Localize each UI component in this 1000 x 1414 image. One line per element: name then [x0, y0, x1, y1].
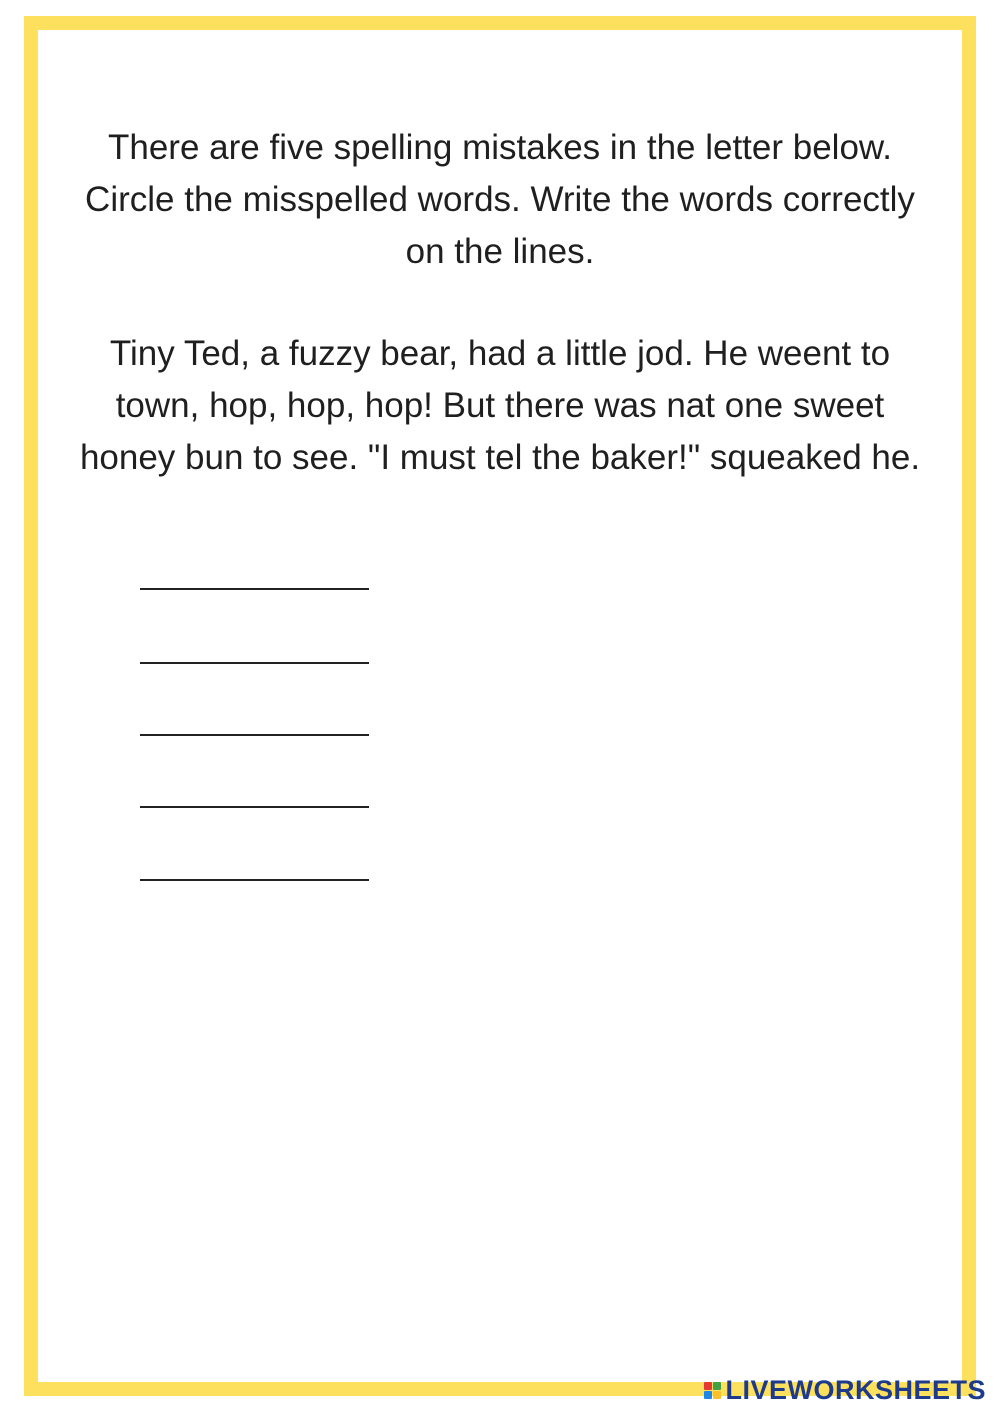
- logo-square-l: [704, 1382, 712, 1390]
- liveworksheets-logo-icon: [704, 1382, 721, 1399]
- watermark-text: LIVEWORKSHEETS: [725, 1374, 986, 1405]
- liveworksheets-watermark: [704, 1372, 986, 1408]
- answer-line-3[interactable]: [140, 734, 369, 736]
- answer-line-4[interactable]: [140, 806, 369, 808]
- logo-square-v: [704, 1391, 712, 1399]
- answer-line-2[interactable]: [140, 662, 369, 664]
- story-passage: Tiny Ted, a fuzzy bear, had a little jod. He weent to town, hop, hop, hop! But there was nat one sweet honey bun to see. "I must tel the baker!" squeaked he.: [79, 334, 921, 477]
- logo-square-e: [713, 1391, 721, 1399]
- instructions-text: There are five spelling mistakes in the letter below. Circle the misspelled words. Write the words correctly on the lines.: [85, 128, 915, 271]
- answer-lines: [140, 574, 370, 894]
- answer-line-5[interactable]: [140, 879, 369, 881]
- answer-line-1[interactable]: [140, 588, 369, 590]
- logo-square-i: [713, 1382, 721, 1390]
